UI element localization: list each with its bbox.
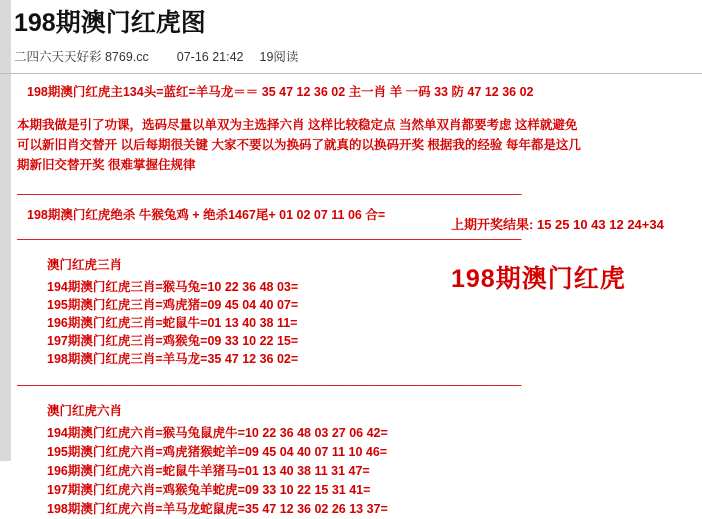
table-row: 197期澳门红虎六肖=鸡猴兔羊蛇虎=09 33 10 22 15 31 41=	[47, 483, 371, 497]
paragraph-line-3: 期新旧交替开奖 很难掌握住规律	[17, 158, 196, 172]
article-right-column	[451, 216, 702, 295]
table-row: 195期澳门红虎三肖=鸡虎猪=09 45 04 40 07=	[47, 298, 299, 312]
article-paragraph	[17, 115, 581, 175]
table-row: 197期澳门红虎三肖=鸡猴兔=09 33 10 22 15=	[47, 334, 299, 348]
section-title-three: 澳门红虎三肖	[47, 258, 123, 272]
table-row: 196期澳门红虎三肖=蛇鼠牛=01 13 40 38 11=	[47, 316, 298, 330]
page-title: 198期澳门红虎图	[14, 9, 206, 37]
paragraph-line-2: 可以新旧肖交替开 以后每期很关键 大家不要以为换码了就真的以换码开奖 根据我的经验 每年都是这几	[17, 138, 581, 152]
paragraph-line-1: 本期我做是引了功课，选码尽量以单双为主选择六肖 这样比较稳定点 当然单双肖都要考虑 这样就避免	[17, 118, 578, 132]
header-divider	[0, 73, 702, 74]
divider-2: ——————————————————————————————————————————	[17, 232, 521, 246]
divider-3: ——————————————————————————————————————————	[17, 378, 521, 392]
site-label: 二四六天天好彩 8769.cc	[14, 50, 149, 64]
last-draw-numbers: 15 25 10 43 12 24+34	[536, 217, 664, 232]
table-row: 194期澳门红虎三肖=猴马兔=10 22 36 48 03=	[47, 280, 299, 294]
main-forecast-line: 198期澳门红虎主134头=蓝红=羊马龙＝＝ 35 47 12 36 02 主一肖 羊 一码 33 防 47 12 36 02	[27, 85, 534, 99]
left-gray-bar	[0, 0, 11, 461]
page-meta	[14, 47, 694, 65]
table-row: 194期澳门红虎六肖=猴马兔鼠虎牛=10 22 36 48 03 27 06 42=	[47, 426, 388, 440]
last-draw-result	[451, 216, 702, 234]
divider-1: ——————————————————————————————————————————	[17, 187, 521, 201]
view-count: 19阅读	[259, 50, 299, 64]
table-row: 198期澳门红虎三肖=羊马龙=35 47 12 36 02=	[47, 352, 299, 366]
last-draw-label: 上期开奖结果:	[451, 217, 534, 232]
post-date: 07-16 21:42	[176, 50, 244, 64]
page-header	[14, 6, 694, 65]
article-content	[11, 76, 702, 516]
table-row: 198期澳门红虎六肖=羊马龙蛇鼠虎=35 47 12 36 02 26 13 37=	[47, 502, 388, 516]
highlight-title: 198期澳门红虎	[451, 265, 626, 293]
table-row: 196期澳门红虎六肖=蛇鼠牛羊猪马=01 13 40 38 11 31 47=	[47, 464, 370, 478]
table-row: 195期澳门红虎六肖=鸡虎猪猴蛇羊=09 45 04 40 07 11 10 46=	[47, 445, 388, 459]
kill-line: 198期澳门红虎绝杀 牛猴兔鸡 + 绝杀1467尾+ 01 02 07 11 06 合=	[27, 208, 386, 222]
section-title-six: 澳门红虎六肖	[47, 404, 123, 418]
